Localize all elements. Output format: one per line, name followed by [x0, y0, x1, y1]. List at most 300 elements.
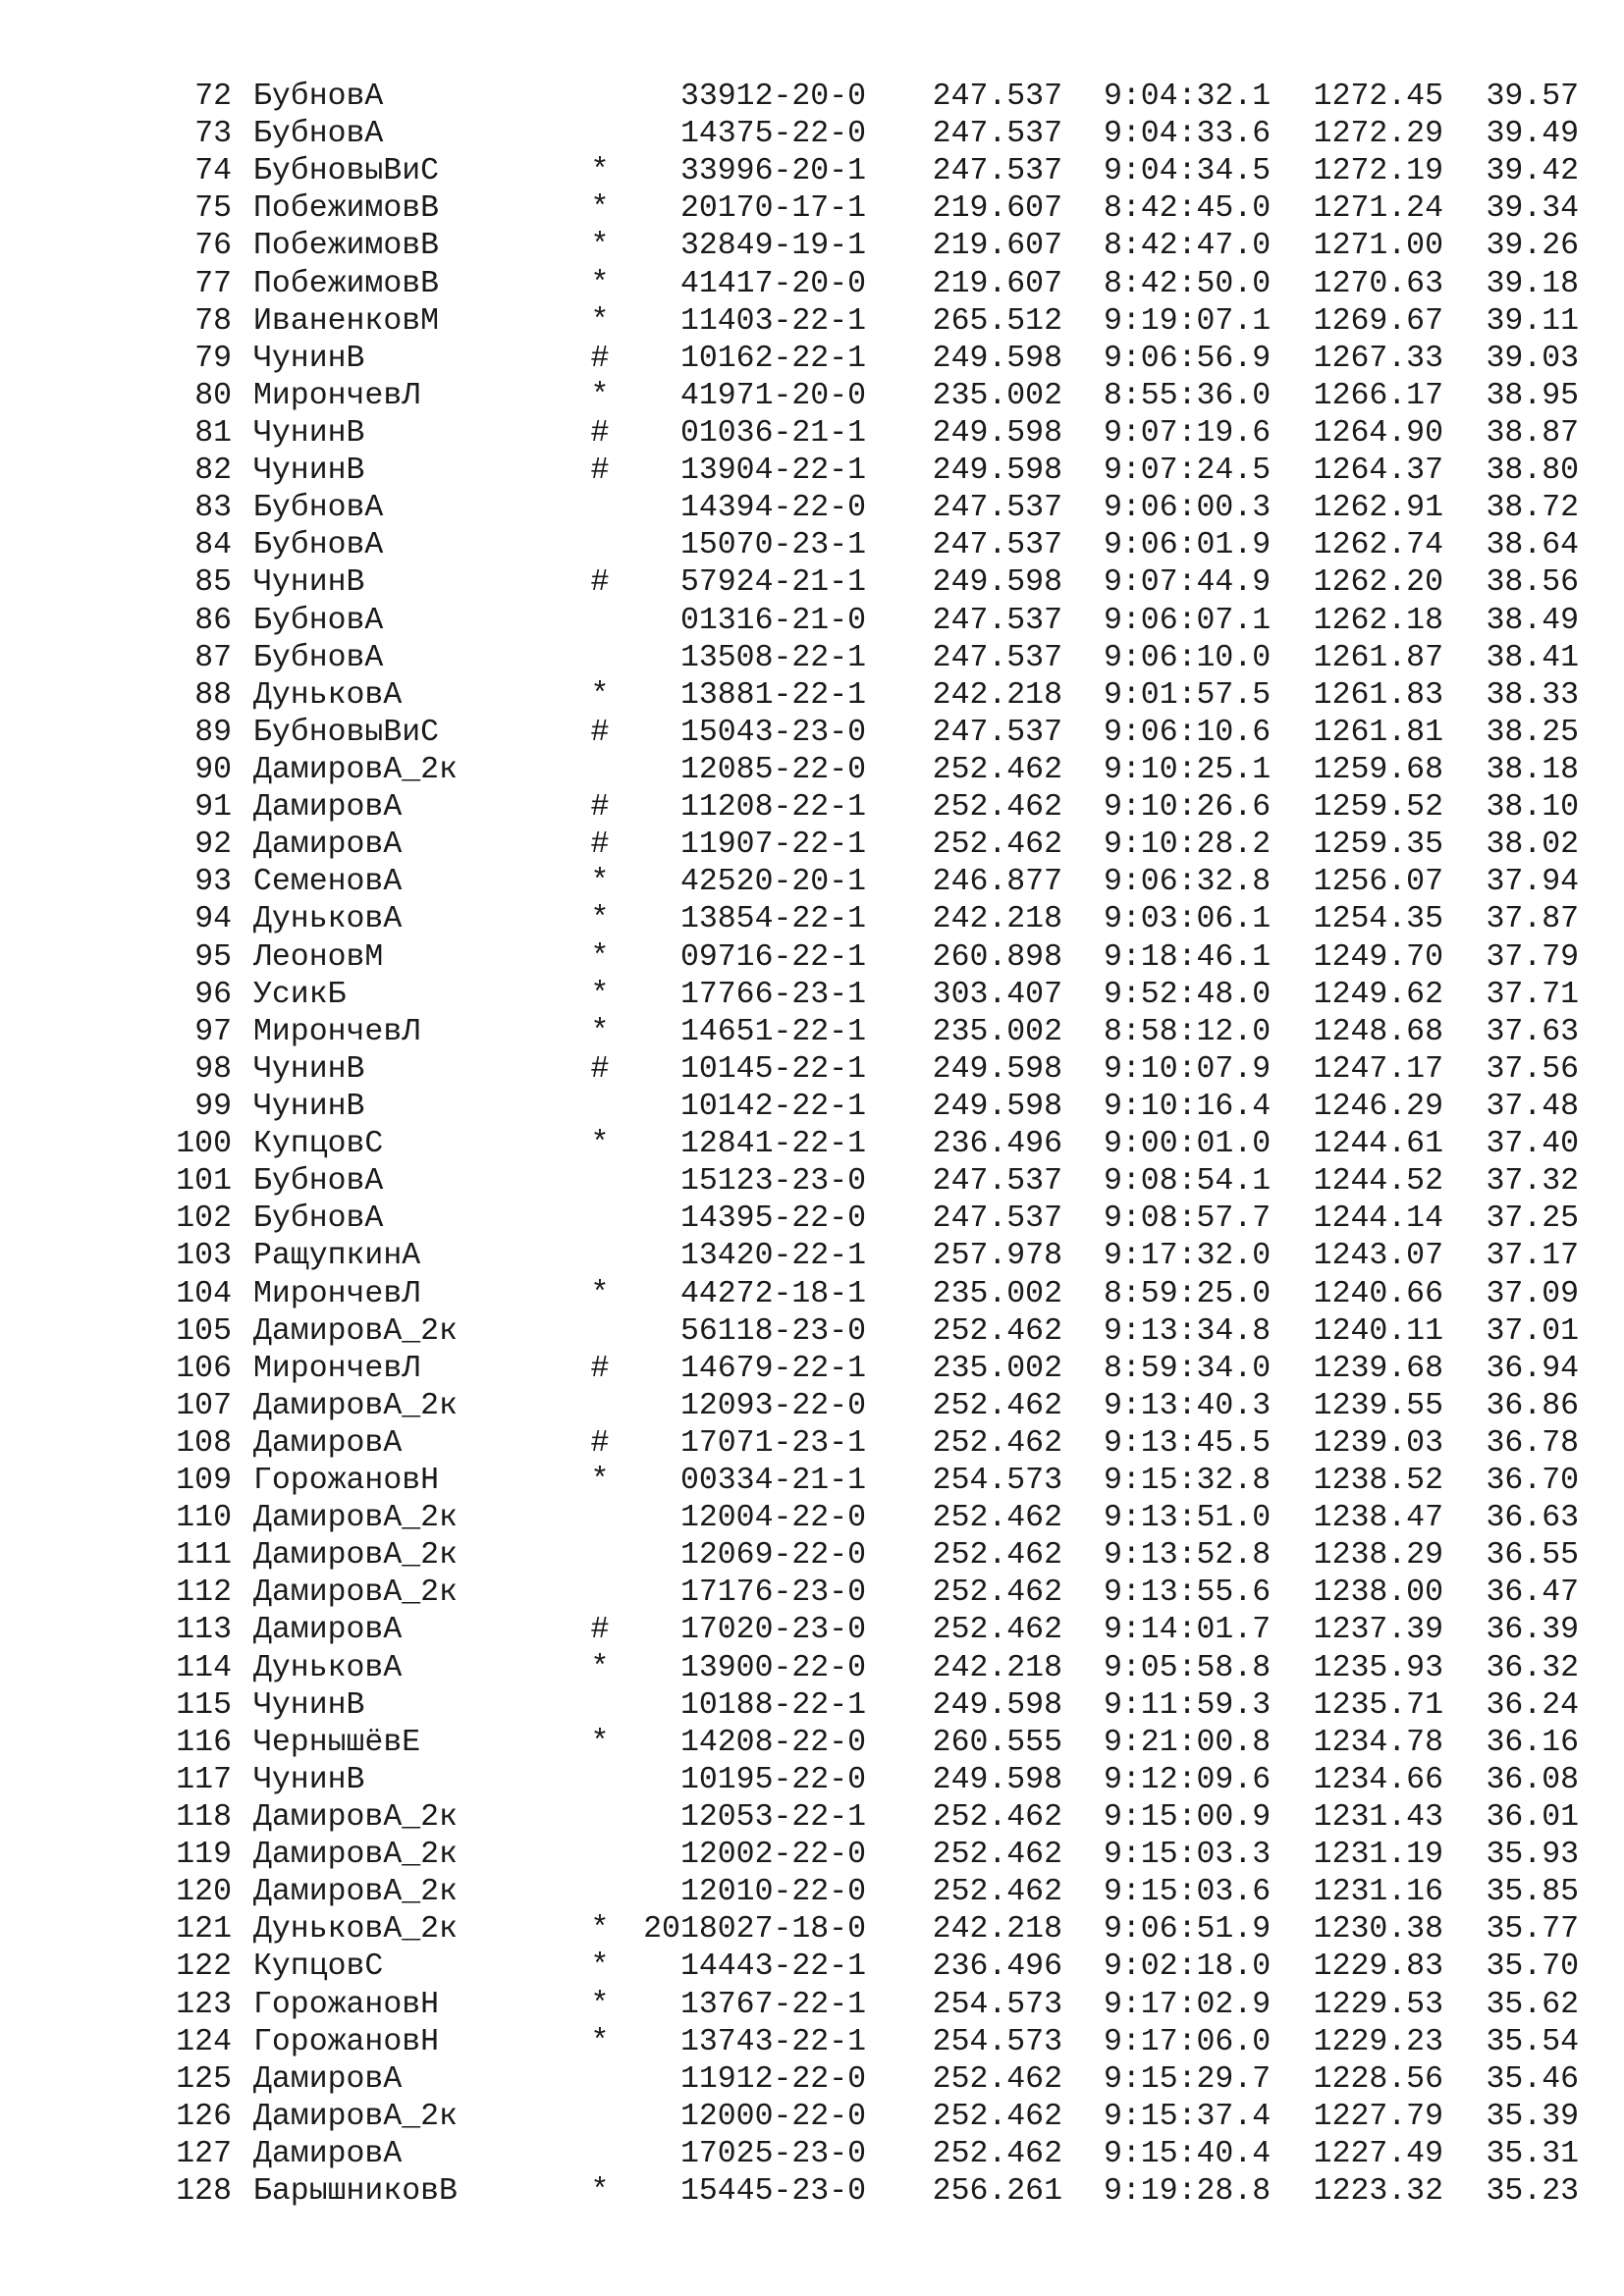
owner-name: ЧунинВ — [253, 1089, 365, 1124]
owner-name: ДамировА — [253, 2137, 403, 2172]
row-number: 127 — [176, 2137, 232, 2172]
speed-value: 1238.47 — [1313, 1501, 1443, 1536]
owner-name: ЧунинВ — [253, 454, 365, 489]
row-number: 87 — [194, 640, 232, 675]
speed-value: 1272.29 — [1313, 117, 1443, 152]
ring-number: 00334-21-1 — [679, 1464, 866, 1499]
owner-name: БубновА — [253, 640, 384, 675]
row-number: 83 — [194, 491, 232, 526]
points-value: 39.42 — [1486, 154, 1579, 189]
status-mark: * — [590, 677, 610, 713]
status-mark: * — [590, 865, 610, 900]
owner-name: ЧернышёвЕ — [253, 1725, 421, 1760]
flight-time: 9:15:40.4 — [1104, 2137, 1272, 2172]
ring-number: 13904-22-1 — [679, 454, 866, 489]
owner-name: КупцовС — [253, 1949, 384, 1985]
row-number: 124 — [176, 2024, 232, 2059]
owner-name: ЧунинВ — [253, 415, 365, 451]
distance-km: 247.537 — [932, 1201, 1062, 1237]
status-mark: * — [590, 939, 610, 975]
points-value: 35.85 — [1486, 1875, 1579, 1910]
distance-km: 236.496 — [932, 1949, 1062, 1985]
points-value: 38.25 — [1486, 715, 1579, 750]
owner-name: МирончевЛ — [253, 378, 421, 413]
points-value: 35.39 — [1486, 2099, 1579, 2134]
distance-km: 247.537 — [932, 154, 1062, 189]
owner-name: ДуньковА_2к — [253, 1912, 458, 1948]
distance-km: 254.573 — [932, 1464, 1062, 1499]
flight-time: 9:01:57.5 — [1104, 677, 1272, 713]
row-number: 94 — [194, 902, 232, 937]
distance-km: 246.877 — [932, 865, 1062, 900]
row-number: 122 — [176, 1949, 232, 1985]
owner-name: КупцовС — [253, 1127, 384, 1162]
owner-name: ГорожановН — [253, 1464, 440, 1499]
points-value: 38.64 — [1486, 528, 1579, 563]
status-mark: * — [590, 1949, 610, 1985]
distance-km: 236.496 — [932, 1127, 1062, 1162]
points-value: 37.17 — [1486, 1239, 1579, 1274]
distance-km: 254.573 — [932, 2024, 1062, 2059]
status-mark: # — [590, 454, 610, 489]
owner-name: ДамировА — [253, 828, 403, 863]
distance-km: 265.512 — [932, 303, 1062, 339]
speed-value: 1261.87 — [1313, 640, 1443, 675]
distance-km: 252.462 — [932, 2137, 1062, 2172]
owner-name: ДамировА_2к — [253, 752, 458, 787]
status-mark: * — [590, 1987, 610, 2022]
row-number: 111 — [176, 1538, 232, 1574]
row-number: 85 — [194, 565, 232, 601]
owner-name: БубновА — [253, 1164, 384, 1200]
ring-number: 41971-20-0 — [679, 378, 866, 413]
ring-number: 13881-22-1 — [679, 677, 866, 713]
ring-number: 14679-22-1 — [679, 1351, 866, 1386]
speed-value: 1244.52 — [1313, 1164, 1443, 1200]
ring-number: 12004-22-0 — [679, 1501, 866, 1536]
points-value: 36.32 — [1486, 1650, 1579, 1685]
points-value: 36.63 — [1486, 1501, 1579, 1536]
points-value: 35.62 — [1486, 1987, 1579, 2022]
distance-km: 247.537 — [932, 715, 1062, 750]
speed-value: 1240.11 — [1313, 1313, 1443, 1349]
points-value: 37.56 — [1486, 1051, 1579, 1087]
row-number: 81 — [194, 415, 232, 451]
speed-value: 1229.23 — [1313, 2024, 1443, 2059]
ring-number: 17766-23-1 — [679, 977, 866, 1012]
ring-number: 17176-23-0 — [679, 1575, 866, 1611]
row-number: 104 — [176, 1276, 232, 1311]
distance-km: 242.218 — [932, 1912, 1062, 1948]
status-mark: * — [590, 303, 610, 339]
points-value: 38.18 — [1486, 752, 1579, 787]
owner-name: МирончевЛ — [253, 1351, 421, 1386]
flight-time: 9:13:40.3 — [1104, 1388, 1272, 1423]
ring-number: 10142-22-1 — [679, 1089, 866, 1124]
row-number: 102 — [176, 1201, 232, 1237]
owner-name: ДамировА_2к — [253, 1313, 458, 1349]
ring-number: 12053-22-1 — [679, 1800, 866, 1836]
status-mark: # — [590, 341, 610, 376]
flight-time: 9:10:25.1 — [1104, 752, 1272, 787]
speed-value: 1244.14 — [1313, 1201, 1443, 1237]
status-mark: # — [590, 828, 610, 863]
row-number: 100 — [176, 1127, 232, 1162]
ring-number: 12010-22-0 — [679, 1875, 866, 1910]
flight-time: 9:19:28.8 — [1104, 2174, 1272, 2210]
distance-km: 242.218 — [932, 1650, 1062, 1685]
flight-time: 9:15:32.8 — [1104, 1464, 1272, 1499]
owner-name: УсикБ — [253, 977, 347, 1012]
distance-km: 219.607 — [932, 229, 1062, 264]
distance-km: 252.462 — [932, 1501, 1062, 1536]
row-number: 80 — [194, 378, 232, 413]
speed-value: 1230.38 — [1313, 1912, 1443, 1948]
ring-number: 11208-22-1 — [679, 790, 866, 826]
row-number: 115 — [176, 1687, 232, 1723]
distance-km: 252.462 — [932, 1875, 1062, 1910]
ring-number: 12069-22-0 — [679, 1538, 866, 1574]
flight-time: 9:10:16.4 — [1104, 1089, 1272, 1124]
row-number: 91 — [194, 790, 232, 826]
speed-value: 1228.56 — [1313, 2061, 1443, 2097]
row-number: 86 — [194, 603, 232, 638]
points-value: 36.55 — [1486, 1538, 1579, 1574]
points-value: 37.63 — [1486, 1014, 1579, 1049]
flight-time: 9:13:34.8 — [1104, 1313, 1272, 1349]
speed-value: 1271.24 — [1313, 191, 1443, 227]
row-number: 89 — [194, 715, 232, 750]
speed-value: 1246.29 — [1313, 1089, 1443, 1124]
ring-number: 09716-22-1 — [679, 939, 866, 975]
speed-value: 1262.74 — [1313, 528, 1443, 563]
status-mark: * — [590, 229, 610, 264]
row-number: 74 — [194, 154, 232, 189]
speed-value: 1235.93 — [1313, 1650, 1443, 1685]
distance-km: 247.537 — [932, 528, 1062, 563]
row-number: 77 — [194, 266, 232, 301]
points-value: 35.46 — [1486, 2061, 1579, 2097]
flight-time: 8:59:34.0 — [1104, 1351, 1272, 1386]
flight-time: 9:10:26.6 — [1104, 790, 1272, 826]
distance-km: 252.462 — [932, 1388, 1062, 1423]
flight-time: 9:12:09.6 — [1104, 1762, 1272, 1797]
row-number: 105 — [176, 1313, 232, 1349]
flight-time: 9:07:19.6 — [1104, 415, 1272, 451]
speed-value: 1262.20 — [1313, 565, 1443, 601]
points-value: 38.95 — [1486, 378, 1579, 413]
status-mark: * — [590, 191, 610, 227]
flight-time: 9:15:03.3 — [1104, 1838, 1272, 1873]
distance-km: 235.002 — [932, 378, 1062, 413]
speed-value: 1229.83 — [1313, 1949, 1443, 1985]
flight-time: 9:10:28.2 — [1104, 828, 1272, 863]
owner-name: ДамировА — [253, 790, 403, 826]
distance-km: 249.598 — [932, 454, 1062, 489]
row-number: 106 — [176, 1351, 232, 1386]
flight-time: 8:55:36.0 — [1104, 378, 1272, 413]
status-mark: * — [590, 1725, 610, 1760]
points-value: 39.57 — [1486, 80, 1579, 114]
points-value: 36.47 — [1486, 1575, 1579, 1611]
points-value: 37.09 — [1486, 1276, 1579, 1311]
points-value: 35.23 — [1486, 2174, 1579, 2210]
distance-km: 219.607 — [932, 191, 1062, 227]
flight-time: 9:14:01.7 — [1104, 1613, 1272, 1648]
points-value: 36.39 — [1486, 1613, 1579, 1648]
speed-value: 1270.63 — [1313, 266, 1443, 301]
speed-value: 1247.17 — [1313, 1051, 1443, 1087]
owner-name: БарышниковВ — [253, 2174, 458, 2210]
points-value: 39.11 — [1486, 303, 1579, 339]
speed-value: 1259.52 — [1313, 790, 1443, 826]
flight-time: 9:15:29.7 — [1104, 2061, 1272, 2097]
row-number: 95 — [194, 939, 232, 975]
points-value: 38.41 — [1486, 640, 1579, 675]
row-number: 101 — [176, 1164, 232, 1200]
status-mark: # — [590, 1613, 610, 1648]
ring-number: 10195-22-0 — [679, 1762, 866, 1797]
status-mark: # — [590, 715, 610, 750]
points-value: 37.94 — [1486, 865, 1579, 900]
distance-km: 247.537 — [932, 603, 1062, 638]
points-value: 39.26 — [1486, 229, 1579, 264]
points-value: 36.94 — [1486, 1351, 1579, 1386]
owner-name: ДамировА_2к — [253, 1538, 458, 1574]
speed-value: 1223.32 — [1313, 2174, 1443, 2210]
flight-time: 9:17:02.9 — [1104, 1987, 1272, 2022]
ring-number: 33912-20-0 — [679, 80, 866, 114]
points-value: 37.87 — [1486, 902, 1579, 937]
row-number: 116 — [176, 1725, 232, 1760]
row-number: 114 — [176, 1650, 232, 1685]
points-value: 38.80 — [1486, 454, 1579, 489]
ring-number: 12000-22-0 — [679, 2099, 866, 2134]
row-number: 113 — [176, 1613, 232, 1648]
ring-number: 10188-22-1 — [679, 1687, 866, 1723]
flight-time: 9:11:59.3 — [1104, 1687, 1272, 1723]
flight-time: 9:07:24.5 — [1104, 454, 1272, 489]
owner-name: ЧунинВ — [253, 1051, 365, 1087]
flight-time: 8:42:47.0 — [1104, 229, 1272, 264]
flight-time: 9:15:03.6 — [1104, 1875, 1272, 1910]
flight-time: 9:06:32.8 — [1104, 865, 1272, 900]
points-value: 35.77 — [1486, 1912, 1579, 1948]
distance-km: 252.462 — [932, 1425, 1062, 1461]
owner-name: ДамировА — [253, 1613, 403, 1648]
speed-value: 1239.55 — [1313, 1388, 1443, 1423]
row-number: 98 — [194, 1051, 232, 1087]
flight-time: 8:42:50.0 — [1104, 266, 1272, 301]
speed-value: 1239.03 — [1313, 1425, 1443, 1461]
ring-number: 10162-22-1 — [679, 341, 866, 376]
ring-number: 44272-18-1 — [679, 1276, 866, 1311]
ring-number: 20170-17-1 — [679, 191, 866, 227]
row-number: 78 — [194, 303, 232, 339]
points-value: 35.31 — [1486, 2137, 1579, 2172]
ring-number: 32849-19-1 — [679, 229, 866, 264]
owner-name: МирончевЛ — [253, 1276, 421, 1311]
speed-value: 1238.00 — [1313, 1575, 1443, 1611]
distance-km: 252.462 — [932, 752, 1062, 787]
ring-number: 13900-22-0 — [679, 1650, 866, 1685]
owner-name: ДамировА_2к — [253, 1575, 458, 1611]
points-value: 38.10 — [1486, 790, 1579, 826]
ring-number: 14395-22-0 — [679, 1201, 866, 1237]
points-value: 35.93 — [1486, 1838, 1579, 1873]
points-value: 39.49 — [1486, 117, 1579, 152]
owner-name: БубновА — [253, 117, 384, 152]
points-value: 37.40 — [1486, 1127, 1579, 1162]
distance-km: 247.537 — [932, 80, 1062, 114]
points-value: 38.02 — [1486, 828, 1579, 863]
ring-number: 57924-21-1 — [679, 565, 866, 601]
status-mark: # — [590, 415, 610, 451]
speed-value: 1238.29 — [1313, 1538, 1443, 1574]
ring-number: 14651-22-1 — [679, 1014, 866, 1049]
ring-number: 42520-20-1 — [679, 865, 866, 900]
owner-name: ГорожановН — [253, 2024, 440, 2059]
distance-km: 249.598 — [932, 415, 1062, 451]
row-number: 84 — [194, 528, 232, 563]
points-value: 36.16 — [1486, 1725, 1579, 1760]
ring-number: 14208-22-0 — [679, 1725, 866, 1760]
distance-km: 242.218 — [932, 902, 1062, 937]
row-number: 125 — [176, 2061, 232, 2097]
owner-name: ЧунинВ — [253, 341, 365, 376]
status-mark: * — [590, 2174, 610, 2210]
status-mark: # — [590, 790, 610, 826]
speed-value: 1256.07 — [1313, 865, 1443, 900]
distance-km: 249.598 — [932, 1089, 1062, 1124]
ring-number: 12085-22-0 — [679, 752, 866, 787]
row-number: 75 — [194, 191, 232, 227]
distance-km: 252.462 — [932, 2099, 1062, 2134]
owner-name: ДуньковА — [253, 902, 403, 937]
speed-value: 1262.91 — [1313, 491, 1443, 526]
owner-name: ГорожановН — [253, 1987, 440, 2022]
owner-name: ДамировА_2к — [253, 2099, 458, 2134]
distance-km: 260.898 — [932, 939, 1062, 975]
owner-name: БубновА — [253, 80, 384, 114]
row-number: 93 — [194, 865, 232, 900]
ring-number: 12002-22-0 — [679, 1838, 866, 1873]
speed-value: 1272.45 — [1313, 80, 1443, 114]
ring-number: 15043-23-0 — [679, 715, 866, 750]
row-number: 118 — [176, 1800, 232, 1836]
ring-number: 56118-23-0 — [679, 1313, 866, 1349]
ring-number: 2018027-18-0 — [643, 1912, 866, 1948]
flight-time: 9:06:10.6 — [1104, 715, 1272, 750]
row-number: 76 — [194, 229, 232, 264]
distance-km: 235.002 — [932, 1351, 1062, 1386]
speed-value: 1231.43 — [1313, 1800, 1443, 1836]
distance-km: 252.462 — [932, 1838, 1062, 1873]
points-value: 36.70 — [1486, 1464, 1579, 1499]
speed-value: 1229.53 — [1313, 1987, 1443, 2022]
owner-name: ДамировА_2к — [253, 1388, 458, 1423]
status-mark: # — [590, 565, 610, 601]
ring-number: 13508-22-1 — [679, 640, 866, 675]
flight-time: 9:06:10.0 — [1104, 640, 1272, 675]
ring-number: 11403-22-1 — [679, 303, 866, 339]
points-value: 37.01 — [1486, 1313, 1579, 1349]
owner-name: БубновыВиС — [253, 154, 440, 189]
ring-number: 14443-22-1 — [679, 1949, 866, 1985]
row-number: 123 — [176, 1987, 232, 2022]
flight-time: 9:06:56.9 — [1104, 341, 1272, 376]
status-mark: * — [590, 1912, 610, 1948]
flight-time: 9:17:06.0 — [1104, 2024, 1272, 2059]
row-number: 96 — [194, 977, 232, 1012]
owner-name: ЧунинВ — [253, 565, 365, 601]
ring-number: 11912-22-0 — [679, 2061, 866, 2097]
flight-time: 8:59:25.0 — [1104, 1276, 1272, 1311]
row-number: 128 — [176, 2174, 232, 2210]
owner-name: ДамировА_2к — [253, 1501, 458, 1536]
row-number: 126 — [176, 2099, 232, 2134]
flight-time: 9:06:00.3 — [1104, 491, 1272, 526]
status-mark: * — [590, 977, 610, 1012]
owner-name: ДамировА — [253, 2061, 403, 2097]
flight-time: 9:21:00.8 — [1104, 1725, 1272, 1760]
distance-km: 242.218 — [932, 677, 1062, 713]
flight-time: 9:13:51.0 — [1104, 1501, 1272, 1536]
owner-name: ЛеоновМ — [253, 939, 384, 975]
points-value: 37.48 — [1486, 1089, 1579, 1124]
points-value: 37.25 — [1486, 1201, 1579, 1237]
row-number: 82 — [194, 454, 232, 489]
points-value: 38.33 — [1486, 677, 1579, 713]
flight-time: 9:18:46.1 — [1104, 939, 1272, 975]
owner-name: СеменовА — [253, 865, 403, 900]
speed-value: 1234.66 — [1313, 1762, 1443, 1797]
distance-km: 247.537 — [932, 117, 1062, 152]
ring-number: 01316-21-0 — [679, 603, 866, 638]
status-mark: # — [590, 1351, 610, 1386]
speed-value: 1248.68 — [1313, 1014, 1443, 1049]
flight-time: 9:15:00.9 — [1104, 1800, 1272, 1836]
distance-km: 252.462 — [932, 2061, 1062, 2097]
status-mark: # — [590, 1051, 610, 1087]
flight-time: 9:13:45.5 — [1104, 1425, 1272, 1461]
distance-km: 252.462 — [932, 1575, 1062, 1611]
row-number: 79 — [194, 341, 232, 376]
ring-number: 14375-22-0 — [679, 117, 866, 152]
status-mark: * — [590, 1276, 610, 1311]
owner-name: ИваненковМ — [253, 303, 440, 339]
owner-name: БубновА — [253, 491, 384, 526]
owner-name: ДуньковА — [253, 677, 403, 713]
flight-time: 9:06:07.1 — [1104, 603, 1272, 638]
row-number: 117 — [176, 1762, 232, 1797]
speed-value: 1271.00 — [1313, 229, 1443, 264]
flight-time: 9:08:57.7 — [1104, 1201, 1272, 1237]
ring-number: 33996-20-1 — [679, 154, 866, 189]
distance-km: 252.462 — [932, 828, 1062, 863]
owner-name: БубновА — [253, 1201, 384, 1237]
points-value: 36.86 — [1486, 1388, 1579, 1423]
flight-time: 9:04:34.5 — [1104, 154, 1272, 189]
speed-value: 1264.37 — [1313, 454, 1443, 489]
ring-number: 17025-23-0 — [679, 2137, 866, 2172]
flight-time: 9:13:52.8 — [1104, 1538, 1272, 1574]
flight-time: 8:58:12.0 — [1104, 1014, 1272, 1049]
row-number: 99 — [194, 1089, 232, 1124]
speed-value: 1231.16 — [1313, 1875, 1443, 1910]
row-number: 112 — [176, 1575, 232, 1611]
distance-km: 257.978 — [932, 1239, 1062, 1274]
